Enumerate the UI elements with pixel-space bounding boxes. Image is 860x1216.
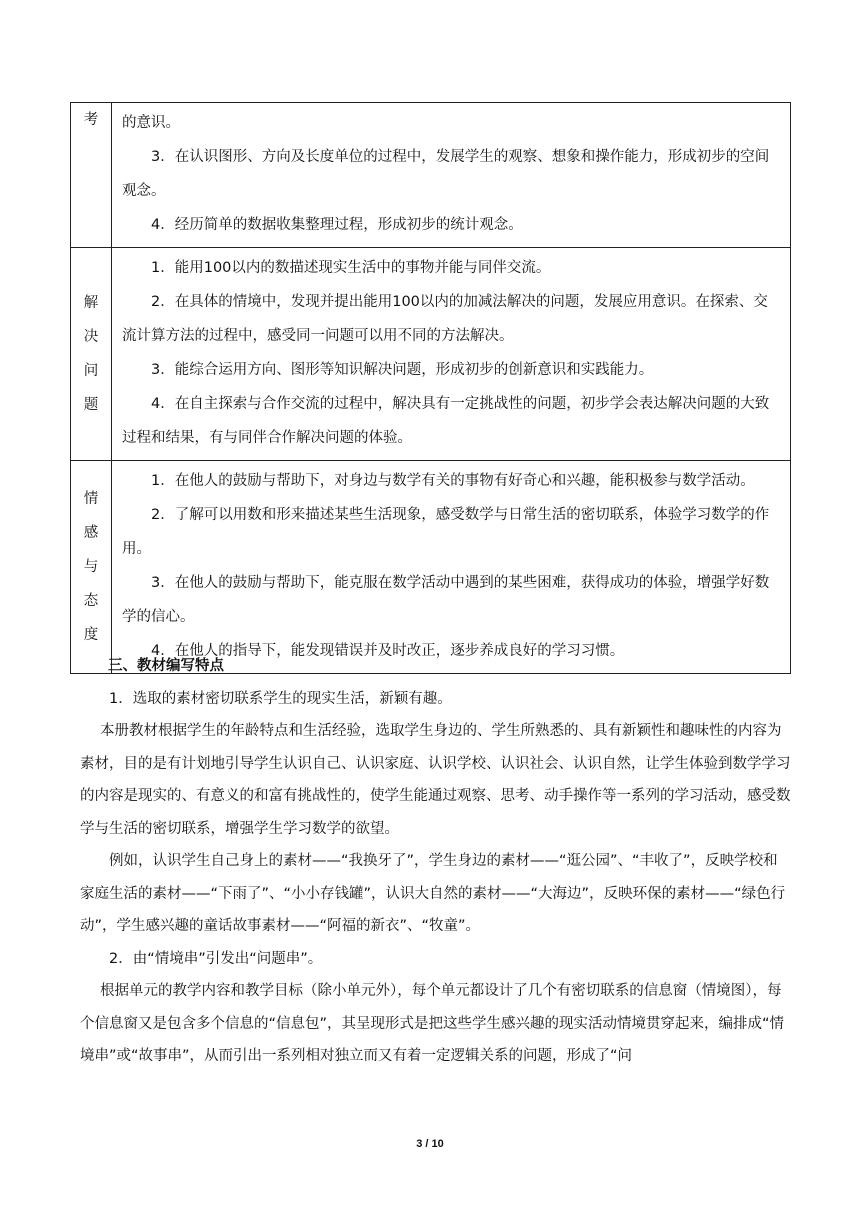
paragraph: 例如，认识学生自己身上的素材——“我换牙了”，学生身边的素材——“逛公园”、“丰收了”，反映学校和家庭生活的素材——“下雨了”、“小小存钱罐”，认识大自然的素材——“大海边”，反映环保的素材——“绿色行动”，学生感兴趣的童话故事素材——“阿福的新衣”、“牧童”。 <box>80 853 786 934</box>
section-heading: 三、教材编写特点 <box>108 658 224 674</box>
page-number: 3 / 10 <box>416 1138 444 1150</box>
paragraph: 3．能综合运用方向、图形等知识解决问题，形成初步的创新意识和实践能力。 <box>151 362 654 378</box>
paragraph: 2．在具体的情境中，发现并提出能用100以内的加减法解决的问题，发展应用意识。在探索、交流计算方法的过程中，感受同一问题可以用不同的方法解决。 <box>122 294 768 344</box>
paragraph: 4．在自主探索与合作交流的过程中，解决具有一定挑战性的问题，初步学会表达解决问题的大致过程和结果，有与同伴合作解决问题的体验。 <box>122 396 770 446</box>
row-label: 情 感 与 态 度 <box>83 491 99 643</box>
paragraph: 1．能用100以内的数描述现实生活中的事物并能与同伴交流。 <box>151 260 551 276</box>
row-content-cell <box>112 103 791 248</box>
table-row-thinking <box>71 103 791 248</box>
paragraph: 本册教材根据学生的年龄特点和生活经验，选取学生身边的、学生所熟悉的、具有新颖性和趣味性的内容为素材，目的是有计划地引导学生认识自己、认识家庭、认识学校、认识社会、认识自然，让学生体验到数学学习的内容是现实的、有意义的和富有挑战性的，使学生能通过观察、思考、动手操作等一系列的学习活动，感受数学与生活的密切联系，增强学生学习数学的欲望。 <box>80 723 791 837</box>
row-label-cell <box>71 461 112 674</box>
paragraph: 3．在认识图形、方向及长度单位的过程中，发展学生的观察、想象和操作能力，形成初步的空间观念。 <box>122 149 770 199</box>
paragraph: 根据单元的教学内容和教学目标（除小单元外），每个单元都设计了几个有密切联系的信息窗（情境图），每个信息窗又是包含多个信息的“信息包”，其呈现形式是把这些学生感兴趣的现实活动情境贯穿起来，编排成“情境串”或“故事串”，从而引出一系列相对独立而又有着一定逻辑关系的问题，形成了“问 <box>80 983 785 1064</box>
item-title: 2．由“情境串”引发出“问题串”。 <box>109 950 323 967</box>
table-row-problem-solving <box>71 248 791 461</box>
table-row-emotion-attitude <box>71 461 791 674</box>
goals-table <box>70 102 791 674</box>
row-label-cell <box>71 103 112 248</box>
paragraph: 4．经历简单的数据收集整理过程，形成初步的统计观念。 <box>151 217 523 233</box>
row-label-cell <box>71 248 112 461</box>
paragraph: 的意识。 <box>122 115 180 131</box>
row-content-cell <box>112 248 791 461</box>
item-title: 1．选取的素材密切联系学生的现实生活，新颖有趣。 <box>109 690 452 707</box>
paragraph: 2．了解可以用数和形来描述某些生活现象，感受数学与日常生活的密切联系，体验学习数学的作用。 <box>122 507 770 557</box>
paragraph: 3．在他人的鼓励与帮助下，能克服在数学活动中遇到的某些困难，获得成功的体验，增强学好数学的信心。 <box>122 575 770 625</box>
row-label: 考 <box>83 112 99 128</box>
paragraph: 4．在他人的指导下，能发现错误并及时改正，逐步养成良好的学习习惯。 <box>151 643 625 659</box>
row-label: 解 决 问 题 <box>83 295 99 413</box>
section-body <box>80 650 792 1073</box>
row-content-cell <box>112 461 791 674</box>
paragraph: 1．在他人的鼓励与帮助下，对身边与数学有关的事物有好奇心和兴趣，能积极参与数学活动。 <box>151 473 755 489</box>
